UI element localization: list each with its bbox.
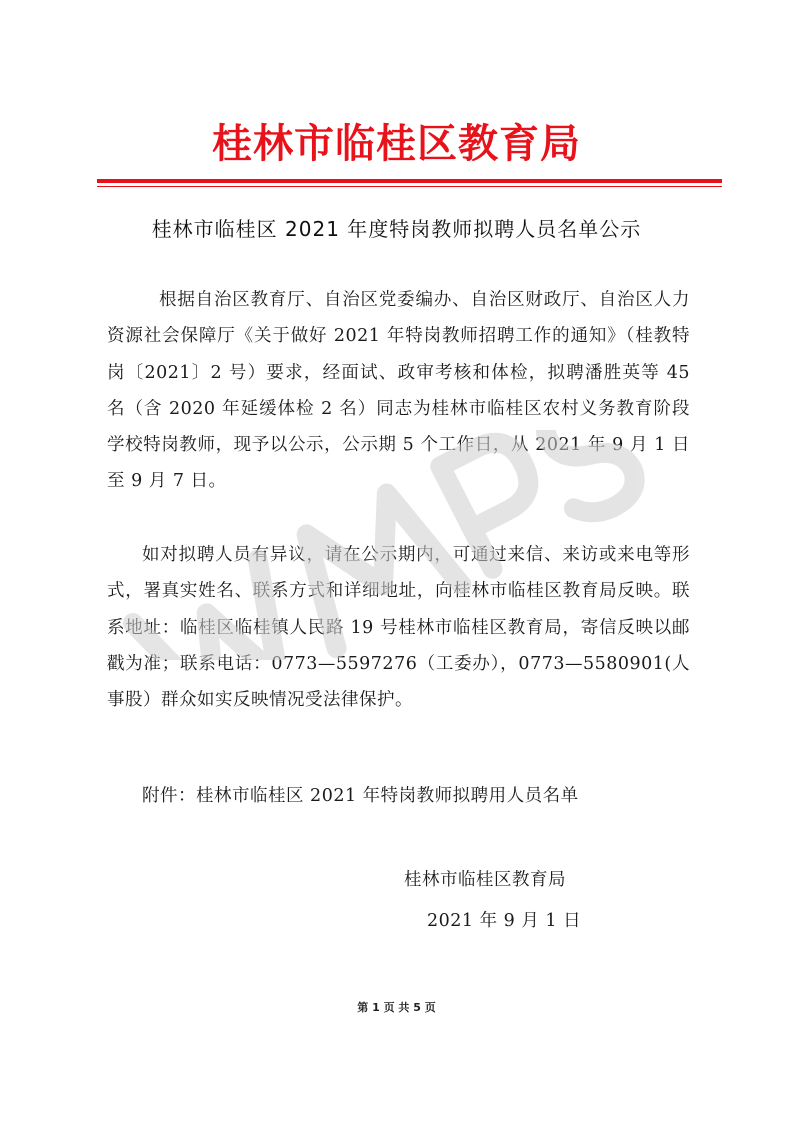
header-rule-thick — [97, 179, 722, 183]
signature-date: 2021 年 9 月 1 日 — [427, 911, 582, 931]
attachment-line: 附件：桂林市临桂区 2021 年特岗教师拟聘用人员名单 — [142, 786, 579, 806]
signature-org: 桂林市临桂区教育局 — [404, 870, 566, 890]
document-title: 桂林市临桂区 2021 年度特岗教师拟聘人员名单公示 — [151, 217, 642, 241]
header-rule-thin — [97, 186, 722, 187]
body-paragraph-1: 根据自治区教育厅、自治区党委编办、自治区财政厅、自治区人力资源社会保障厅《关于做好 2021 年特岗教师招聘工作的通知》（桂教特岗〔2021〕2 号）要求，经面试、政审考核和体检，拟聘潘胜英等 45 名（含 2020 年延缓体检 2 名）同志为桂林市临桂区农村义务教育阶段学校特岗教师，现予以公示，公示期 5 个工作日，从 2021 年 9 月 1 日至 9 月 7 日。 — [107, 290, 690, 492]
body-paragraph-2: 如对拟聘人员有异议，请在公示期内，可通过来信、来访或来电等形式，署真实姓名、联系方式和详细地址，向桂林市临桂区教育局反映。联系地址：临桂区临桂镇人民路 19 号桂林市临桂区教育局，寄信反映以邮戳为准；联系电话：0773—5597276（工委办），0773—5580901(人事股）群众如实反映情况受法律保护。 — [107, 545, 690, 711]
page-indicator: 第 1 页 共 5 页 — [357, 1001, 436, 1014]
org-header-title: 桂林市临桂区教育局 — [212, 121, 581, 167]
